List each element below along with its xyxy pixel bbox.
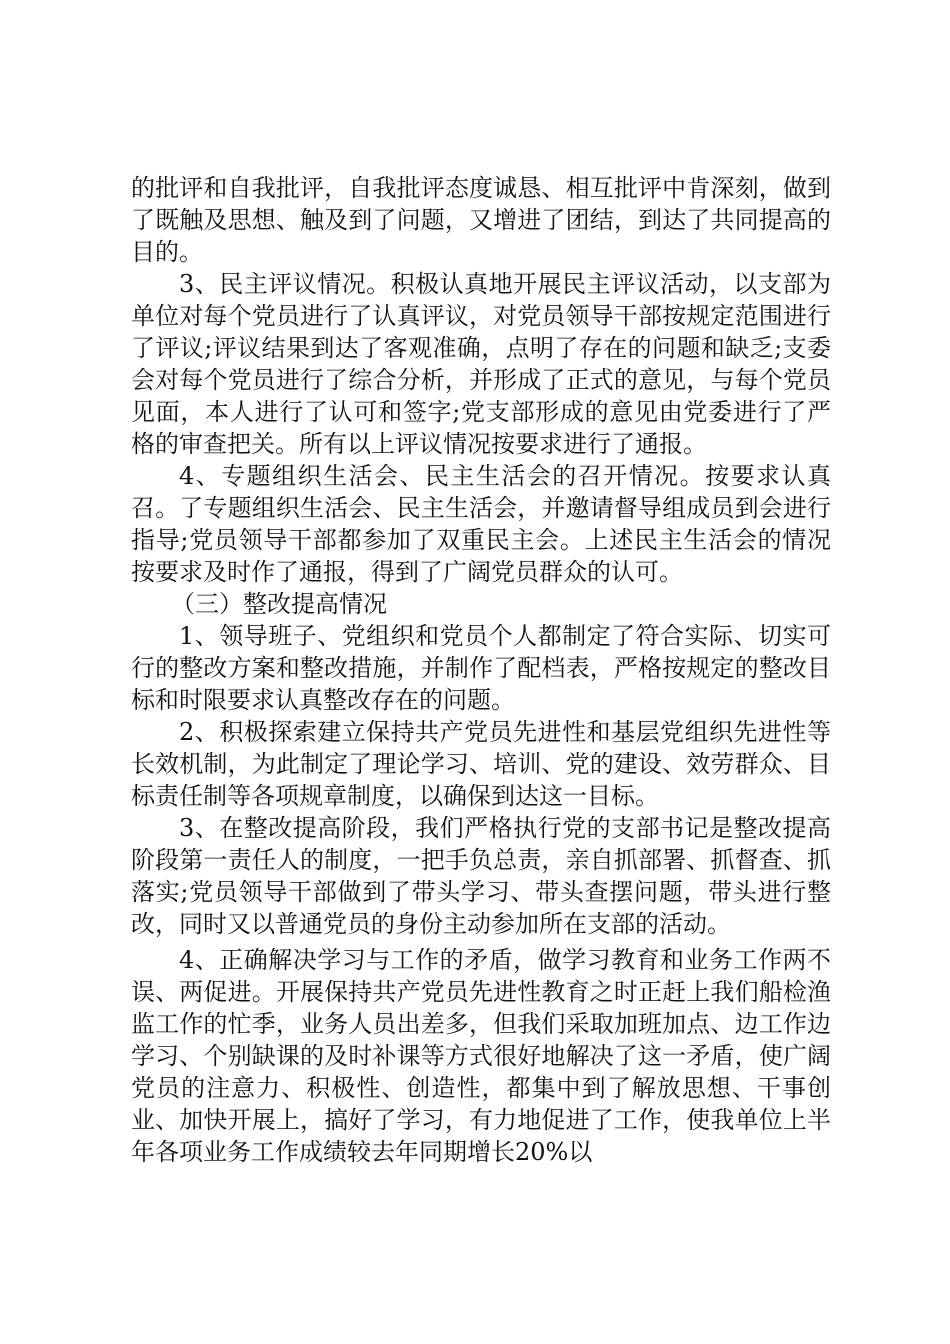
- paragraph-responsibility: 3、在整改提高阶段，我们严格执行党的支部书记是整改提高阶段第一责任人的制度，一把手负总责，亲自抓部署、抓督查、抓落实;党员领导干部做到了带头学习、带头查摆问题，带头进行整改，同时又以普通党员的身份主动参加所在支部的活动。: [131, 814, 831, 938]
- paragraph-rectification-plans: 1、领导班子、党组织和党员个人都制定了符合实际、切实可行的整改方案和整改措施，并制作了配档表，严格按规定的整改目标和时限要求认真整改存在的问题。: [131, 622, 831, 714]
- paragraph-life-meetings: 4、专题组织生活会、民主生活会的召开情况。按要求认真召。了专题组织生活会、民主生活会，并邀请督导组成员到会进行指导;党员领导干部都参加了双重民主会。上述民主生活会的情况按要求及时作了通报，得到了广阔党员群众的认可。: [131, 462, 831, 586]
- paragraph-study-work-balance: 4、正确解决学习与工作的矛盾，做学习教育和业务工作两不误、两促进。开展保持共产党员先进性教育之时正赶上我们船检渔监工作的忙季，业务人员出差多，但我们采取加班加点、边工作边学习、个别缺课的及时补课等方式很好地解决了这一矛盾，使广阔党员的注意力、积极性、创造性，都集中到了解放思想、干事创业、加快开展上，搞好了学习，有力地促进了工作，使我单位上半年各项业务工作成绩较去年同期增长20%以: [131, 946, 831, 1166]
- document-page: [131, 172, 831, 1168]
- paragraph-democratic-appraisal: 3、民主评议情况。积极认真地开展民主评议活动，以支部为单位对每个党员进行了认真评议，对党员领导干部按规定范围进行了评议;评议结果到达了客观准确，点明了存在的问题和缺乏;支委会对每个党员进行了综合分析，并形成了正式的意见，与每个党员见面，本人进行了认可和签字;党支部形成的意见由党委进行了严格的审查把关。所有以上评议情况按要求进行了通报。: [131, 270, 831, 458]
- section-heading: （三）整改提高情况: [171, 590, 387, 618]
- paragraph-long-term-mechanism: 2、积极探索建立保持共产党员先进性和基层党组织先进性等长效机制，为此制定了理论学习、培训、党的建设、效劳群众、目标责任制等各项规章制度，以确保到达这一目标。: [131, 718, 831, 810]
- paragraph-continuation: 的批评和自我批评，自我批评态度诚恳、相互批评中肯深刻，做到了既触及思想、触及到了问题，又增进了团结，到达了共同提高的目的。: [131, 174, 831, 266]
